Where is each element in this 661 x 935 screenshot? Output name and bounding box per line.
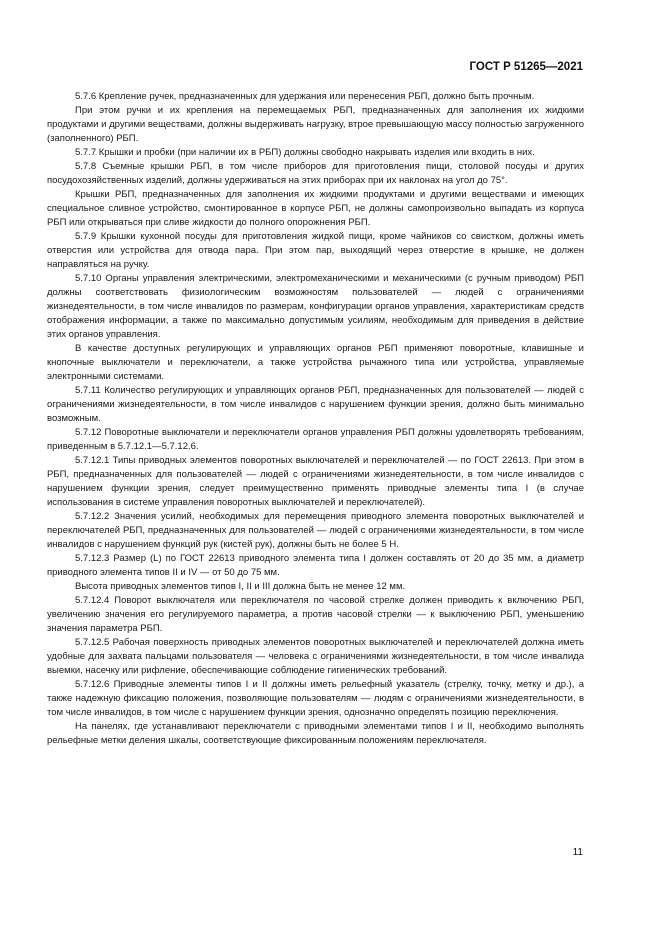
paragraph: 5.7.9 Крышки кухонной посуды для приготовления жидкой пищи, кроме чайников со свистком, должны иметь отверстия или устройства для отвода пара. При этом пар, выходящий через отверстие в крышке, не должен направляться на ручку. [47,231,584,270]
paragraph: 5.7.11 Количество регулирующих и управляющих органов РБП, предназначенных для пользователей — людей с ограничениями жизнедеятельности, в том числе инвалидов с нарушением функции зрения, должно быть минимально возможным. [47,385,584,424]
paragraph: 5.7.7 Крышки и пробки (при наличии их в РБП) должны свободно накрывать изделия или входить в них. [75,147,535,158]
paragraph: 5.7.6 Крепление ручек, предназначенных для удержания или перенесения РБП, должно быть прочным. [75,91,535,102]
paragraph: 5.7.12.2 Значения усилий, необходимых для перемещения приводного элемента поворотных выключателей и переключателей РБП, предназначенных для пользователей — людей с ограничениями жизнедеятельности, в том числе инвалидов с нарушением функций рук (кистей рук), должны быть не более 5 Н. [47,511,584,550]
paragraph: При этом ручки и их крепления на перемещаемых РБП, предназначенных для заполнения их жидкими продуктами и другими веществами, должны выдерживать нагрузку, втрое превышающую массу полностью загруженного (заполненного) РБП. [47,105,584,144]
paragraph: Крышки РБП, предназначенных для заполнения их жидкими продуктами и другими веществами и имеющих специальное сливное устройство, смонтированное в корпусе РБП, не должны самопроизвольно выпадать из корпуса РБП или открываться при сливе жидкости до полного опорожнения РБП. [47,189,584,228]
paragraph: В качестве доступных регулирующих и управляющих органов РБП применяют поворотные, клавишные и кнопочные выключатели и переключатели, а также устройства рычажного типа или устройства, управляемые электронными системами. [47,343,584,382]
paragraph: 5.7.12.3 Размер (L) по ГОСТ 22613 приводного элемента типа I должен составлять от 20 до 35 мм, а диаметр приводного элемента типов II и IV — от 50 до 75 мм. [47,553,584,578]
page-number: 11 [572,847,583,858]
paragraph: 5.7.12.1 Типы приводных элементов поворотных выключателей и переключателей — по ГОСТ 22613. При этом в РБП, предназначенных для пользователей — людей с ограничениями жизнедеятельности, в том числе инвалидов с нарушением функции зрения, следует преимущественно применять приводные элементы типа I (в случае использования в системе управления поворотных выключателей и переключателей). [47,455,584,508]
standard-header: ГОСТ Р 51265—2021 [469,61,583,73]
document-body [47,90,584,748]
paragraph: 5.7.10 Органы управления электрическими, электромеханическими и механическими (с ручным приводом) РБП должны соответствовать физиологическим возможностям пользователей — людей с ограничениями жизнедеятельности, в том числе инвалидов по размерам, конфигурации органов управления, характеристикам средств отображения информации, а также по максимально допустимым усилиям, необходимым для приведения в действие этих органов управления. [47,273,584,340]
paragraph: 5.7.12.5 Рабочая поверхность приводных элементов поворотных выключателей и переключателей должна иметь удобные для захвата пальцами пользователя — человека с ограничениями жизнедеятельности, в том числе инвалида выемки, насечку или рифление, обеспечивающие соблюдение гигиенических требований. [47,637,584,676]
paragraph: 5.7.8 Съемные крышки РБП, в том числе приборов для приготовления пищи, столовой посуды и других посудохозяйственных изделий, должны удерживаться на этих приборах при их наклонах на угол до 75°. [47,161,584,186]
paragraph: На панелях, где устанавливают переключатели с приводными элементами типов I и II, необходимо выполнять рельефные метки деления шкалы, соответствующие фиксированным положениям переключателя. [47,721,584,746]
paragraph: 5.7.12 Поворотные выключатели и переключатели органов управления РБП должны удовлетворять требованиям, приведенным в 5.7.12.1—5.7.12.6. [47,427,584,452]
paragraph: 5.7.12.6 Приводные элементы типов I и II должны иметь рельефный указатель (стрелку, точку, метку и др.), а также надежную фиксацию положения, позволяющие пользователям — людям с ограничениями жизнедеятельности, в том числе инвалидов, в том числе с нарушением функции зрения, однозначно определять позицию переключения. [47,679,584,718]
paragraph: Высота приводных элементов типов I, II и III должна быть не менее 12 мм. [75,581,406,592]
paragraph: 5.7.12.4 Поворот выключателя или переключателя по часовой стрелке должен приводить к включению РБП, увеличению значения его регулируемого параметра, а против часовой стрелки — к выключению РБП, уменьшению значения параметра РБП. [47,595,584,634]
